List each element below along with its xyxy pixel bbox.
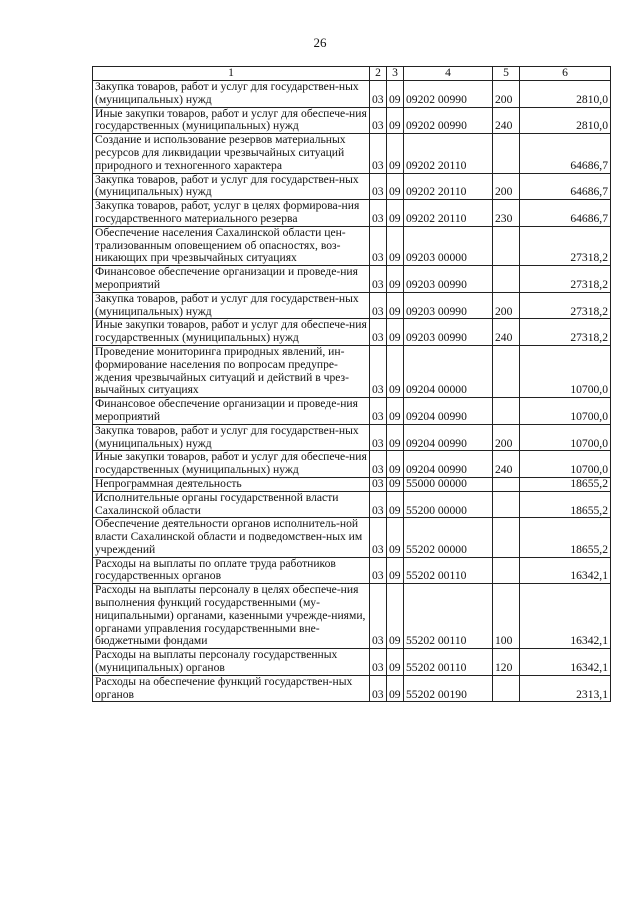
row-amount: 27318,2 <box>520 226 611 265</box>
row-target-article: 55200 00000 <box>404 491 493 518</box>
header-col-6: 6 <box>520 67 611 81</box>
header-row <box>93 67 611 81</box>
row-amount: 10700,0 <box>520 451 611 478</box>
row-section: 03 <box>370 477 387 491</box>
table-row <box>93 398 611 425</box>
row-target-article: 09204 00990 <box>404 451 493 478</box>
row-name: Создание и использование резервов материальных ресурсов для ликвидации чрезвычайных ситуаций природного и техногенного характера <box>93 134 370 173</box>
row-target-article: 09202 20110 <box>404 173 493 200</box>
row-subsection: 09 <box>387 292 404 319</box>
row-expense-type <box>493 518 520 557</box>
table-row <box>93 200 611 227</box>
row-section: 03 <box>370 345 387 397</box>
row-amount: 18655,2 <box>520 518 611 557</box>
row-section: 03 <box>370 451 387 478</box>
row-subsection: 09 <box>387 173 404 200</box>
row-section: 03 <box>370 649 387 676</box>
header-col-3: 3 <box>387 67 404 81</box>
row-name: Обеспечение деятельности органов исполнитель-ной власти Сахалинской области и подведомствен-ных им учреждений <box>93 518 370 557</box>
row-expense-type: 200 <box>493 424 520 451</box>
row-name: Иные закупки товаров, работ и услуг для обеспече-ния государственных (муниципальных) нужд <box>93 451 370 478</box>
row-expense-type <box>493 557 520 584</box>
row-section: 03 <box>370 200 387 227</box>
row-section: 03 <box>370 675 387 702</box>
row-expense-type <box>493 345 520 397</box>
row-section: 03 <box>370 292 387 319</box>
row-target-article: 55202 00110 <box>404 557 493 584</box>
budget-table <box>92 66 611 702</box>
row-section: 03 <box>370 424 387 451</box>
table-row <box>93 81 611 108</box>
row-name: Закупка товаров, работ и услуг для государствен-ных (муниципальных) нужд <box>93 424 370 451</box>
row-expense-type: 200 <box>493 292 520 319</box>
row-subsection: 09 <box>387 584 404 649</box>
row-subsection: 09 <box>387 81 404 108</box>
row-expense-type <box>493 491 520 518</box>
row-section: 03 <box>370 226 387 265</box>
row-section: 03 <box>370 491 387 518</box>
header-col-2: 2 <box>370 67 387 81</box>
row-target-article: 55202 00190 <box>404 675 493 702</box>
row-expense-type <box>493 226 520 265</box>
row-amount: 18655,2 <box>520 491 611 518</box>
row-subsection: 09 <box>387 398 404 425</box>
row-section: 03 <box>370 81 387 108</box>
row-section: 03 <box>370 134 387 173</box>
row-name: Закупка товаров, работ и услуг для государствен-ных (муниципальных) нужд <box>93 292 370 319</box>
row-subsection: 09 <box>387 491 404 518</box>
row-amount: 27318,2 <box>520 266 611 293</box>
row-name: Обеспечение населения Сахалинской области цен-трализованным оповещением об опасностях, воз-никающих при чрезвычайных ситуациях <box>93 226 370 265</box>
table-row <box>93 675 611 702</box>
row-subsection: 09 <box>387 557 404 584</box>
row-subsection: 09 <box>387 134 404 173</box>
row-name: Расходы на выплаты по оплате труда работников государственных органов <box>93 557 370 584</box>
row-expense-type: 240 <box>493 451 520 478</box>
table-row <box>93 319 611 346</box>
row-subsection: 09 <box>387 345 404 397</box>
table-row <box>93 557 611 584</box>
table-row <box>93 477 611 491</box>
row-name: Финансовое обеспечение организации и проведе-ния мероприятий <box>93 398 370 425</box>
row-amount: 10700,0 <box>520 345 611 397</box>
row-name: Расходы на выплаты персоналу государственных (муниципальных) органов <box>93 649 370 676</box>
row-target-article: 09202 20110 <box>404 134 493 173</box>
row-amount: 16342,1 <box>520 557 611 584</box>
row-section: 03 <box>370 107 387 134</box>
row-expense-type <box>493 266 520 293</box>
row-expense-type: 200 <box>493 173 520 200</box>
row-amount: 16342,1 <box>520 649 611 676</box>
table-row <box>93 173 611 200</box>
row-amount: 64686,7 <box>520 200 611 227</box>
row-expense-type <box>493 398 520 425</box>
row-expense-type: 120 <box>493 649 520 676</box>
row-target-article: 09204 00990 <box>404 424 493 451</box>
table-row <box>93 451 611 478</box>
row-target-article: 55202 00110 <box>404 649 493 676</box>
table-row <box>93 226 611 265</box>
table-row <box>93 518 611 557</box>
header-col-1: 1 <box>93 67 370 81</box>
row-section: 03 <box>370 518 387 557</box>
row-amount: 2810,0 <box>520 107 611 134</box>
row-amount: 64686,7 <box>520 173 611 200</box>
table-row <box>93 491 611 518</box>
row-amount: 64686,7 <box>520 134 611 173</box>
row-expense-type: 100 <box>493 584 520 649</box>
row-subsection: 09 <box>387 107 404 134</box>
row-target-article: 09202 20110 <box>404 200 493 227</box>
row-section: 03 <box>370 319 387 346</box>
row-name: Расходы на выплаты персоналу в целях обеспече-ния выполнения функций государственными (му-ниципальными) органами, казенными учрежде-ниями, органами управления государственными вне-бюджетными фондами <box>93 584 370 649</box>
row-expense-type <box>493 477 520 491</box>
row-target-article: 09203 00990 <box>404 266 493 293</box>
row-expense-type: 240 <box>493 107 520 134</box>
row-section: 03 <box>370 557 387 584</box>
row-subsection: 09 <box>387 518 404 557</box>
row-name: Иные закупки товаров, работ и услуг для обеспече-ния государственных (муниципальных) нужд <box>93 319 370 346</box>
table-row <box>93 292 611 319</box>
row-target-article: 09204 00000 <box>404 345 493 397</box>
row-expense-type: 230 <box>493 200 520 227</box>
row-amount: 2313,1 <box>520 675 611 702</box>
table-row <box>93 649 611 676</box>
row-name: Закупка товаров, работ, услуг в целях формирова-ния государственного материального резерва <box>93 200 370 227</box>
row-section: 03 <box>370 266 387 293</box>
table-row <box>93 266 611 293</box>
row-name: Расходы на обеспечение функций государствен-ных органов <box>93 675 370 702</box>
row-subsection: 09 <box>387 451 404 478</box>
row-subsection: 09 <box>387 424 404 451</box>
row-subsection: 09 <box>387 200 404 227</box>
row-amount: 10700,0 <box>520 398 611 425</box>
row-expense-type <box>493 134 520 173</box>
row-name: Иные закупки товаров, работ и услуг для обеспече-ния государственных (муниципальных) нужд <box>93 107 370 134</box>
header-col-5: 5 <box>493 67 520 81</box>
row-section: 03 <box>370 584 387 649</box>
row-section: 03 <box>370 398 387 425</box>
row-subsection: 09 <box>387 477 404 491</box>
row-amount: 27318,2 <box>520 319 611 346</box>
row-subsection: 09 <box>387 226 404 265</box>
table-row <box>93 107 611 134</box>
row-subsection: 09 <box>387 266 404 293</box>
row-section: 03 <box>370 173 387 200</box>
row-target-article: 09204 00990 <box>404 398 493 425</box>
row-expense-type <box>493 675 520 702</box>
row-subsection: 09 <box>387 649 404 676</box>
row-subsection: 09 <box>387 319 404 346</box>
row-expense-type: 200 <box>493 81 520 108</box>
row-name: Закупка товаров, работ и услуг для государствен-ных (муниципальных) нужд <box>93 173 370 200</box>
row-amount: 10700,0 <box>520 424 611 451</box>
row-target-article: 09202 00990 <box>404 107 493 134</box>
row-name: Финансовое обеспечение организации и проведе-ния мероприятий <box>93 266 370 293</box>
row-name: Исполнительные органы государственной власти Сахалинской области <box>93 491 370 518</box>
row-name: Непрограммная деятельность <box>93 477 370 491</box>
row-amount: 18655,2 <box>520 477 611 491</box>
row-amount: 16342,1 <box>520 584 611 649</box>
row-target-article: 09203 00000 <box>404 226 493 265</box>
row-target-article: 09203 00990 <box>404 319 493 346</box>
table-row <box>93 134 611 173</box>
row-target-article: 55000 00000 <box>404 477 493 491</box>
header-col-4: 4 <box>404 67 493 81</box>
row-amount: 27318,2 <box>520 292 611 319</box>
table-row <box>93 424 611 451</box>
row-target-article: 55202 00110 <box>404 584 493 649</box>
row-name: Закупка товаров, работ и услуг для государствен-ных (муниципальных) нужд <box>93 81 370 108</box>
row-target-article: 09202 00990 <box>404 81 493 108</box>
row-target-article: 55202 00000 <box>404 518 493 557</box>
row-name: Проведение мониторинга природных явлений, ин-формирование населения по вопросам предупре-ждения чрезвычайных ситуаций и действий в чрез-вычайных ситуациях <box>93 345 370 397</box>
table-row <box>93 584 611 649</box>
page-number: 26 <box>313 35 327 50</box>
table-body <box>93 81 611 702</box>
table-row <box>93 345 611 397</box>
row-expense-type: 240 <box>493 319 520 346</box>
row-target-article: 09203 00990 <box>404 292 493 319</box>
row-amount: 2810,0 <box>520 81 611 108</box>
row-subsection: 09 <box>387 675 404 702</box>
